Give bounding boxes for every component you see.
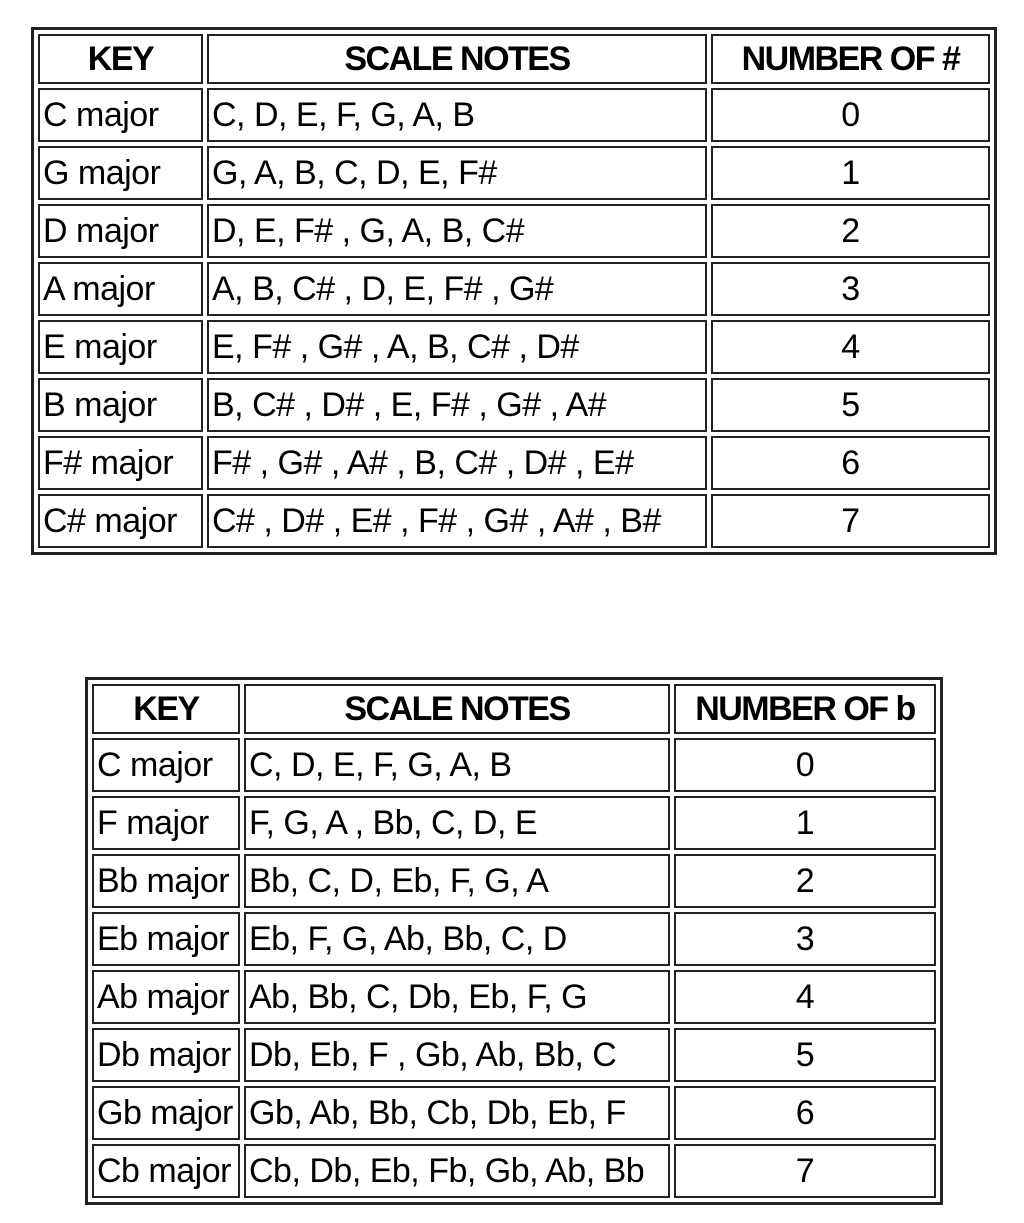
key-cell: B major [38, 378, 203, 432]
scale-notes-cell: Bb, C, D, Eb, F, G, A [244, 854, 670, 908]
scale-notes-cell: F# , G# , A# , B, C# , D# , E# [207, 436, 707, 490]
sharp-count-cell: 1 [711, 146, 990, 200]
table-row [38, 320, 990, 374]
scale-notes-cell: Cb, Db, Eb, Fb, Gb, Ab, Bb [244, 1144, 670, 1198]
flat-count-cell: 2 [674, 854, 936, 908]
table-header-row [38, 34, 990, 84]
scale-notes-cell: Gb, Ab, Bb, Cb, Db, Eb, F [244, 1086, 670, 1140]
key-cell: Eb major [92, 912, 240, 966]
table-row [92, 1028, 936, 1082]
scale-notes-cell: E, F# , G# , A, B, C# , D# [207, 320, 707, 374]
table-row [92, 970, 936, 1024]
scale-notes-cell: F, G, A , Bb, C, D, E [244, 796, 670, 850]
key-cell: Bb major [92, 854, 240, 908]
flat-count-cell: 7 [674, 1144, 936, 1198]
scale-notes-cell: Ab, Bb, C, Db, Eb, F, G [244, 970, 670, 1024]
sharp-count-cell: 2 [711, 204, 990, 258]
scale-notes-cell: Eb, F, G, Ab, Bb, C, D [244, 912, 670, 966]
table-row [38, 204, 990, 258]
scale-notes-cell: A, B, C# , D, E, F# , G# [207, 262, 707, 316]
sharp-count-cell: 6 [711, 436, 990, 490]
key-cell: D major [38, 204, 203, 258]
key-cell: E major [38, 320, 203, 374]
flat-count-cell: 4 [674, 970, 936, 1024]
table-row [92, 738, 936, 792]
table-row [38, 436, 990, 490]
key-column-header: KEY [38, 34, 203, 84]
key-cell: C major [92, 738, 240, 792]
scale-notes-cell: G, A, B, C, D, E, F# [207, 146, 707, 200]
table-row [92, 854, 936, 908]
key-column-header: KEY [92, 684, 240, 734]
sharp-count-cell: 4 [711, 320, 990, 374]
scale-notes-cell: C, D, E, F, G, A, B [244, 738, 670, 792]
flat-count-cell: 5 [674, 1028, 936, 1082]
flat-count-cell: 6 [674, 1086, 936, 1140]
table-row [92, 1086, 936, 1140]
key-cell: Cb major [92, 1144, 240, 1198]
key-cell: C major [38, 88, 203, 142]
sharp-count-cell: 7 [711, 494, 990, 548]
sharp-count-cell: 0 [711, 88, 990, 142]
number-of-sharps-column-header: NUMBER OF # [711, 34, 990, 84]
table-header-row [92, 684, 936, 734]
sharp-count-cell: 5 [711, 378, 990, 432]
key-cell: Ab major [92, 970, 240, 1024]
sharps-key-table [31, 27, 997, 555]
scale-notes-column-header: SCALE NOTES [207, 34, 707, 84]
key-cell: G major [38, 146, 203, 200]
flat-count-cell: 0 [674, 738, 936, 792]
table-row [38, 146, 990, 200]
flat-count-cell: 1 [674, 796, 936, 850]
flat-count-cell: 3 [674, 912, 936, 966]
table-row [38, 262, 990, 316]
table-row [92, 1144, 936, 1198]
flats-key-table [85, 677, 943, 1205]
table-row [38, 494, 990, 548]
sharp-count-cell: 3 [711, 262, 990, 316]
scale-notes-cell: C, D, E, F, G, A, B [207, 88, 707, 142]
scale-notes-cell: D, E, F# , G, A, B, C# [207, 204, 707, 258]
key-cell: Db major [92, 1028, 240, 1082]
scale-notes-cell: Db, Eb, F , Gb, Ab, Bb, C [244, 1028, 670, 1082]
scale-notes-cell: C# , D# , E# , F# , G# , A# , B# [207, 494, 707, 548]
key-cell: F# major [38, 436, 203, 490]
number-of-flats-column-header: NUMBER OF b [674, 684, 936, 734]
table-row [92, 912, 936, 966]
table-row [92, 796, 936, 850]
key-cell: Gb major [92, 1086, 240, 1140]
scale-notes-column-header: SCALE NOTES [244, 684, 670, 734]
key-cell: A major [38, 262, 203, 316]
key-cell: C# major [38, 494, 203, 548]
scale-notes-cell: B, C# , D# , E, F# , G# , A# [207, 378, 707, 432]
key-cell: F major [92, 796, 240, 850]
table-row [38, 378, 990, 432]
table-row [38, 88, 990, 142]
